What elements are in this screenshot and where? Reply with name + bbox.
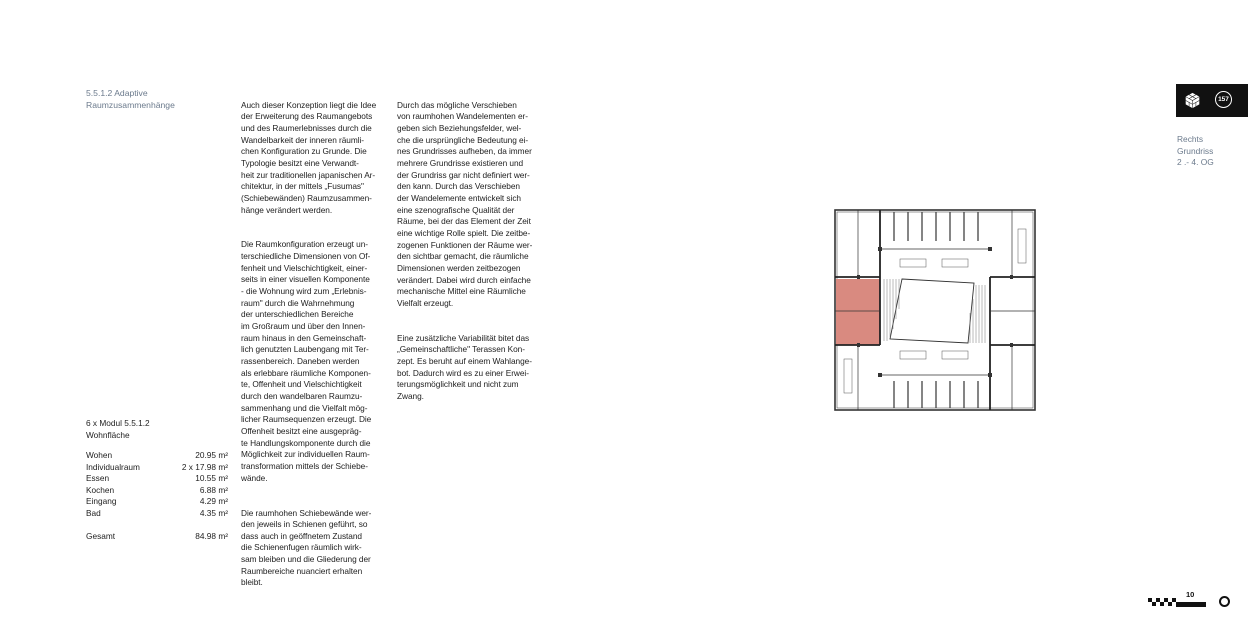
chapter-tab[interactable] <box>1176 84 1248 117</box>
module-title <box>86 418 150 441</box>
module-title-line2: Wohnfläche <box>86 429 130 440</box>
total-label: Gesamt <box>86 530 116 541</box>
highlighted-unit <box>836 279 880 345</box>
area-value: 4.35 m² <box>199 507 228 518</box>
paragraph: Die raumhohen Schiebewände wer- den jeweils in Schienen geführt, so dass auch in geöffnetem Zustand die Schienenfugen räumlich wirk- sam bleiben und die Gliederung der Raumbereiche nuanciert erhalten bleibt. <box>241 507 372 588</box>
area-row <box>86 473 228 485</box>
text-column-1 <box>241 88 391 612</box>
area-total-row <box>86 531 228 543</box>
footer-pattern-icon <box>1148 598 1206 608</box>
chapter-badge: 157 <box>1215 91 1232 108</box>
area-label: Individualraum <box>86 461 140 472</box>
area-row <box>86 496 228 508</box>
area-row <box>86 485 228 497</box>
area-value: 6.88 m² <box>199 484 228 495</box>
area-label: Bad <box>86 507 101 518</box>
area-value: 20.95 m² <box>195 450 228 460</box>
area-label: Wohen <box>86 450 113 460</box>
area-label: Eingang <box>86 496 117 506</box>
paragraph: Auch dieser Konzeption liegt die Idee der Erweiterung des Raumangebots und des Raumerlebnisses durch die Wandelbarkeit der inneren räumli- chen Konfiguration zu Grunde. Die Typologie besitzt eine Verwandt- heit zur traditionellen japanischen Ar- chitektur, in der mittels „Fusumas" (Schiebewänden) Raumzusammen- hänge verändert werden. <box>241 99 377 215</box>
module-title-line1: 6 x Modul 5.5.1.2 <box>86 418 150 428</box>
section-heading-line2: Raumzusammenhänge <box>86 99 175 110</box>
cube-icon <box>1184 92 1201 109</box>
section-heading <box>86 88 226 111</box>
area-row <box>86 508 228 520</box>
ring-icon <box>1219 596 1230 607</box>
paragraph: Die Raumkonfiguration erzeugt un- terschiedliche Dimensionen von Of- fenheit und Vielschichtigkeit, einer- seits in einer visuellen Komponente - die Wohnung wird zum „Erlebnis- raum" durch die Wahrnehmung der unterschiedlichen Bereiche im Großraum und über den Innen- raum hinaus in den Gemeinschaft- lich genutzten Laubengang mit Ter- rassenbereich. Daneben werden als erlebbare räumliche Komponen- te, Offenheit und Vielschichtigkeit durch den wandelbaren Raumzu- sammenhang und die Vielfalt mög- licher Raumsequenzen erzeugt. Die Offenheit besitzt eine ausgepräg- te Handlungskomponente durch die Möglichkeit zur individuellen Raum- transformation mittels der Schiebe- wände. <box>241 239 372 483</box>
area-label: Essen <box>86 473 110 483</box>
paragraph: Eine zusätzliche Variabilität bitet das „Gemeinschaftliche" Terassen Kon- zept. Es beruht auf einem Wahlange- bot. Dadurch wird es zu einer Erwei- terungsmöglichkeit und nicht zum Zwang. <box>397 332 532 401</box>
area-value: 2 x 17.98 m² <box>181 461 228 472</box>
figure-caption: Rechts Grundriss 2 .- 4. OG <box>1177 134 1214 168</box>
area-table <box>86 450 228 542</box>
area-row <box>86 462 228 474</box>
paragraph: Durch das mögliche Verschieben von raumhohen Wandelementen er- geben sich Beziehungsfelder, wel- che die ursprüngliche Bedeutung ei- nes Grundrisses aufheben, da immer mehrere Grundrisse existieren und der Grundriss gar nicht definiert wer- den kann. Durch das Verschieben der Wandelemente entwickelt sich eine szenografische Qualität der Räume, bei der das Element der Zeit eine wichtige Rolle spielt. Die zeitbe- zogenen Funktionen der Räume wer- den sichtbar gemacht, die räumliche Dimensionen werden zeitbezogen verändert. Dabei wird durch einfache mechanische Mittel eine Räumliche Vielfalt erzeugt. <box>397 99 533 308</box>
page-number: 10 <box>1186 590 1195 599</box>
area-label: Kochen <box>86 484 115 495</box>
text-column-2 <box>397 88 547 426</box>
section-heading-line1: 5.5.1.2 Adaptive <box>86 88 148 98</box>
area-value: 4.29 m² <box>199 496 228 506</box>
total-value: 84.98 m² <box>195 530 228 541</box>
area-value: 10.55 m² <box>195 473 228 483</box>
floor-plan <box>834 209 1036 411</box>
area-row <box>86 450 228 462</box>
